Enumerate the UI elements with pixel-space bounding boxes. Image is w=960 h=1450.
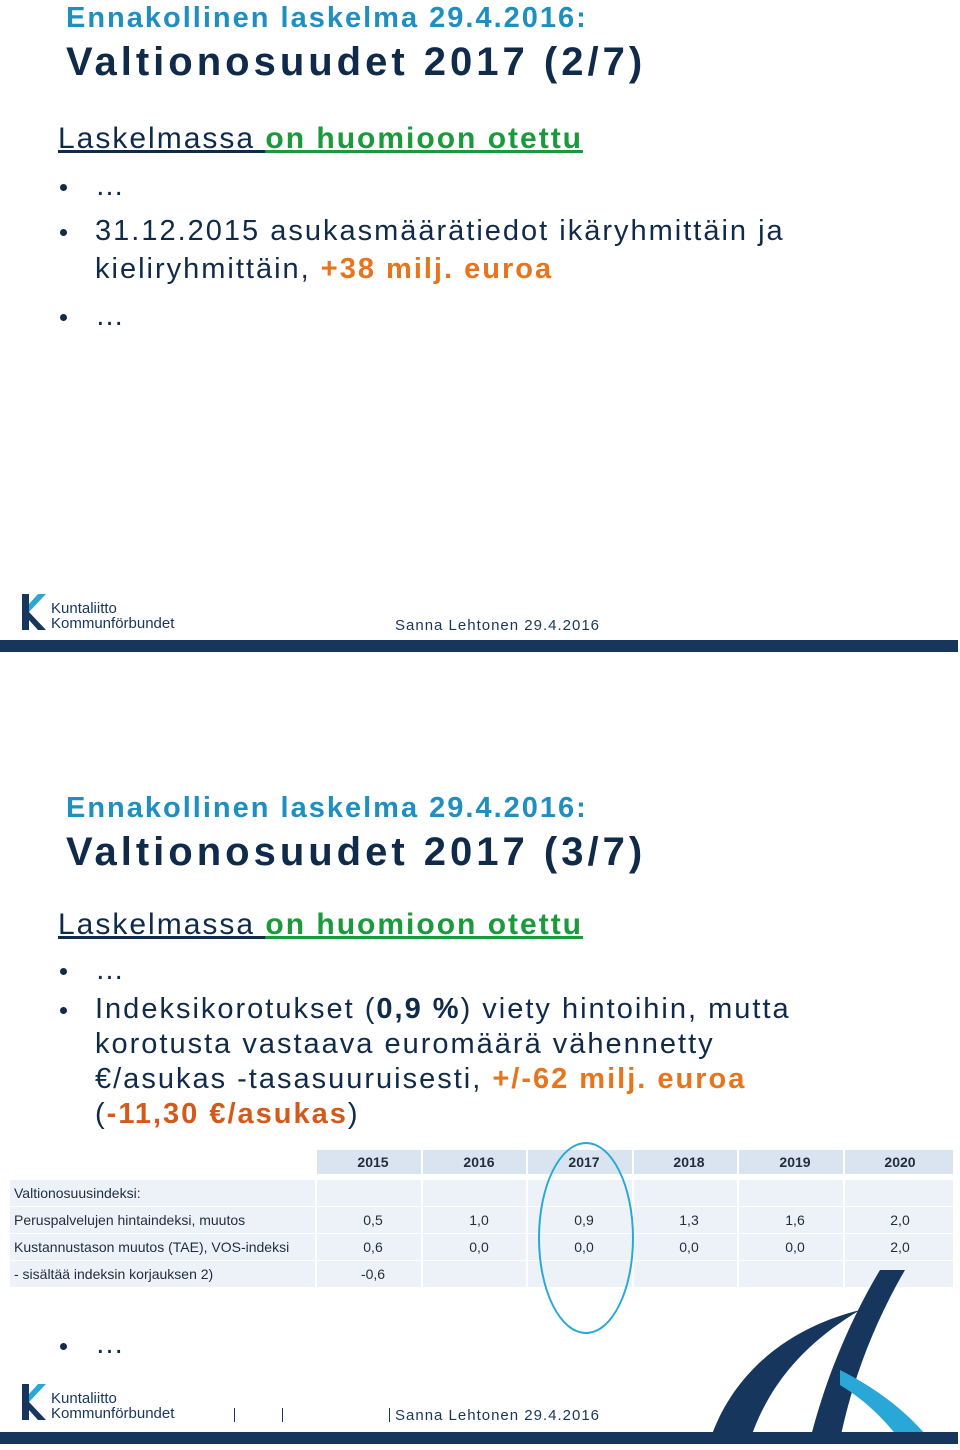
bullet-dot: [60, 229, 67, 236]
column-divider: [843, 1150, 845, 1290]
row-label: Valtionosuusindeksi:: [14, 1185, 141, 1201]
bullet-population-line2: [95, 253, 553, 286]
column-header: 2020: [884, 1154, 916, 1170]
table-cell: 0,9: [574, 1212, 594, 1228]
footer-author-date: Sanna Lehtonen 29.4.2016: [395, 1407, 601, 1424]
table-cell: 0,0: [574, 1239, 594, 1255]
table-cell: 0,0: [469, 1239, 489, 1255]
bullet-index-line4: [95, 1098, 360, 1131]
highlight-2017-circle: [538, 1142, 634, 1334]
footer-separator: [282, 1408, 283, 1422]
logo-text-line2: Kommunförbundet: [51, 615, 175, 632]
footer-bar: [0, 640, 958, 652]
bullet-ellipsis: …: [95, 954, 126, 986]
intro-highlight: on huomioon otettu: [265, 908, 584, 941]
table-cell: 1,6: [785, 1212, 805, 1228]
table-cell: 2,0: [890, 1239, 910, 1255]
footer-author-date: Sanna Lehtonen 29.4.2016: [395, 617, 601, 634]
intro-plain: Laskelmassa: [58, 122, 266, 155]
logo-text-line1: Kuntaliitto: [51, 600, 117, 617]
table-cell: 0,0: [785, 1239, 805, 1255]
index-table: [10, 1150, 954, 1290]
bullet-dot: [60, 1007, 67, 1014]
bullet-index-line2: korotusta vastaava euromäärä vähennetty: [95, 1028, 715, 1060]
table-header: [315, 1150, 953, 1174]
bullet-index-line1: [95, 993, 791, 1026]
table-row: [10, 1207, 953, 1234]
row-label: Peruspalvelujen hintaindeksi, muutos: [14, 1212, 246, 1228]
slide-2-of-7: [0, 0, 960, 660]
slide-title: Valtionosuudet 2017 (3/7): [66, 830, 647, 874]
bullet-population-plain: kieliryhmittäin,: [95, 253, 321, 285]
logo-text-line1: Kuntaliitto: [51, 1390, 117, 1407]
slide-3-of-7: [0, 780, 960, 1450]
index-text-c: ) viety hintoihin, mutta: [460, 993, 791, 1025]
footer-bar: [0, 1432, 958, 1444]
bullet-ellipsis: …: [95, 170, 126, 202]
table-cell: 1,3: [679, 1212, 699, 1228]
index-percent: 0,9 %: [376, 993, 461, 1025]
index-amount: +/-62 milj. euroa: [492, 1063, 747, 1095]
slide-kicker: Ennakollinen laskelma 29.4.2016:: [66, 2, 588, 34]
table-cell: -0,6: [360, 1266, 386, 1282]
bullet-ellipsis: …: [95, 300, 126, 332]
table-cell: 1,0: [469, 1212, 489, 1228]
table-cell: 2,0: [890, 1212, 910, 1228]
bullet-index-line3: [95, 1063, 746, 1096]
index-per-capita-text: €/asukas -tasasuuruisesti,: [95, 1063, 493, 1095]
bullet-dot: [60, 314, 67, 321]
intro-plain: Laskelmassa: [58, 908, 266, 941]
bullet-dot: [60, 968, 67, 975]
paren-open: (: [95, 1098, 107, 1130]
bullet-dot: [60, 1343, 67, 1350]
column-header: 2017: [568, 1154, 600, 1170]
slide-kicker: Ennakollinen laskelma 29.4.2016:: [66, 792, 588, 824]
bullet-population-line1: 31.12.2015 asukasmäärätiedot ikäryhmittäin ja: [95, 215, 785, 247]
column-divider: [315, 1150, 317, 1290]
table-cell: 0,6: [363, 1239, 383, 1255]
index-text-a: Indeksikorotukset (: [95, 993, 377, 1025]
table-row: [10, 1180, 953, 1207]
kuntaliitto-k-icon: [20, 592, 50, 632]
column-divider: [421, 1150, 423, 1290]
kuntaliitto-logo: [20, 1382, 190, 1424]
column-divider: [526, 1150, 528, 1290]
footer-separators: [234, 1408, 394, 1422]
column-header: 2018: [673, 1154, 705, 1170]
index-per-capita-amount: -11,30 €/asukas: [106, 1098, 348, 1130]
kuntaliitto-swoosh-icon: [690, 1270, 960, 1440]
footer-separator: [234, 1408, 235, 1422]
bullet-population-amount: +38 milj. euroa: [320, 253, 554, 285]
column-divider: [737, 1150, 739, 1290]
column-header: 2015: [357, 1154, 389, 1170]
column-header: 2016: [463, 1154, 495, 1170]
table-cell: 0,0: [679, 1239, 699, 1255]
paren-close: ): [347, 1098, 360, 1130]
logo-text-line2: Kommunförbundet: [51, 1405, 175, 1422]
kuntaliitto-logo: [20, 592, 190, 634]
table-row: [10, 1234, 953, 1261]
row-label: - sisältää indeksin korjauksen 2): [14, 1266, 214, 1282]
bullet-ellipsis: …: [95, 1328, 126, 1360]
kuntaliitto-k-icon: [20, 1382, 50, 1422]
bullet-dot: [60, 184, 67, 191]
footer-separator: [389, 1408, 390, 1422]
intro-highlight: on huomioon otettu: [265, 122, 584, 155]
intro-line: [58, 122, 583, 156]
row-label: Kustannustason muutos (TAE), VOS-indeksi: [14, 1239, 290, 1255]
table-cell: 0,5: [363, 1212, 383, 1228]
slide-title: Valtionosuudet 2017 (2/7): [66, 40, 647, 84]
column-header: 2019: [779, 1154, 811, 1170]
intro-line: [58, 908, 583, 942]
